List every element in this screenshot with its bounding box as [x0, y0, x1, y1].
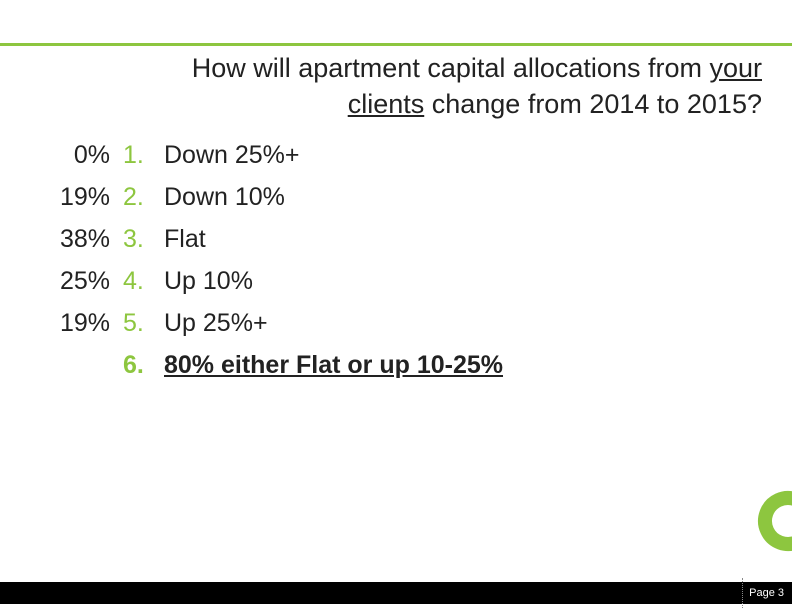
summary-item [0, 350, 600, 392]
option-number: 5. [123, 309, 144, 337]
list-item [0, 266, 600, 308]
option-percentage: 0% [73, 141, 110, 169]
option-label: Flat [164, 225, 206, 253]
list-item [0, 224, 600, 266]
option-percentage: 19% [59, 183, 110, 211]
list-item [0, 308, 600, 350]
option-number: 2. [123, 183, 144, 211]
brand-logo-icon [755, 488, 792, 554]
title-text: change from 2014 to 2015? [424, 89, 762, 119]
option-label: Down 10% [164, 183, 285, 211]
footer-bar [0, 582, 792, 604]
page-number: Page 3 [749, 587, 784, 599]
option-percentage: 19% [59, 309, 110, 337]
option-number: 4. [123, 267, 144, 295]
top-accent-rule [0, 43, 792, 46]
title-line-1 [30, 50, 762, 86]
option-number: 3. [123, 225, 144, 253]
title-underlined-word: clients [347, 89, 425, 119]
option-label: Up 10% [164, 267, 253, 295]
title-line-2 [30, 86, 762, 122]
summary-label: 80% either Flat or up 10-25% [164, 351, 504, 379]
option-number: 1. [123, 141, 144, 169]
option-label: Down 25%+ [164, 141, 300, 169]
option-percentage: 25% [59, 267, 110, 295]
title-text: How will apartment capital allocations from [191, 53, 710, 83]
summary-number: 6. [123, 351, 144, 379]
list-item [0, 182, 600, 224]
option-percentage: 38% [59, 225, 110, 253]
list-item [0, 140, 600, 182]
title-underlined-word: your [709, 53, 762, 83]
option-label: Up 25%+ [164, 309, 268, 337]
slide-title [30, 50, 762, 122]
